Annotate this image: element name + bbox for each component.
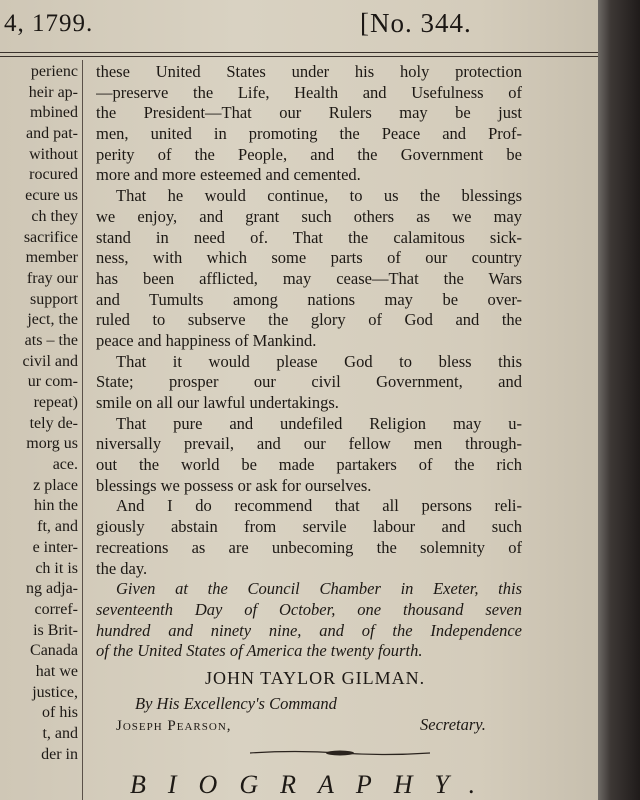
text-line: out the world be made partakers of the rich — [96, 455, 522, 475]
text-line: —preserve the Life, Health and Usefulness of — [96, 82, 522, 102]
text-line: more and more esteemed and cemented. — [96, 165, 361, 185]
text-line: seventeenth Day of October, one thousand seven — [96, 599, 522, 619]
text-line: stand in need of. That the calamitous sick- — [96, 227, 522, 247]
left-column-line: ft, and — [37, 518, 78, 536]
left-column-line: mbined — [30, 104, 78, 122]
left-column-line: and pat- — [26, 125, 78, 143]
text-line: State; prosper our civil Government, and — [96, 372, 522, 392]
left-column-line: tely de- — [29, 414, 78, 432]
left-column-line: morg us — [26, 435, 78, 453]
left-column-line: ject, the — [27, 311, 78, 329]
left-column-line: ace. — [52, 456, 78, 474]
left-column-line: repeat) — [33, 394, 78, 411]
section-heading: BIOGRAPHY. — [130, 770, 498, 799]
left-column-line: support — [30, 290, 78, 308]
text-line: men, united in promoting the Peace and Prof- — [96, 124, 522, 144]
left-column-line: hin the — [34, 497, 78, 515]
left-column-line: justice, — [32, 683, 78, 701]
left-column-line: ur com- — [27, 373, 78, 391]
left-column-line: der in — [41, 745, 78, 763]
text-line: the day. — [96, 558, 148, 578]
header-date: 4, 1799. — [4, 10, 94, 37]
left-column-line: ng adja- — [26, 580, 78, 598]
left-column-line: is Brit- — [33, 621, 78, 639]
page-edge — [598, 0, 640, 800]
left-column-line: corref- — [34, 600, 78, 618]
text-line: That he would continue, to us the blessings — [116, 186, 522, 206]
text-line: hundred and ninety nine, and of the Independence — [96, 620, 522, 640]
page-header — [0, 0, 598, 52]
issue-number: [No. 344. — [360, 8, 472, 38]
left-column-line: ats – the — [24, 331, 78, 349]
left-column-line: e inter- — [32, 538, 78, 556]
left-column-line: rocured — [29, 166, 78, 184]
left-column-line: hat we — [35, 662, 78, 680]
text-line: giously abstain from servile labour and such — [96, 517, 522, 537]
text-line: That it would please God to bless this — [116, 351, 522, 371]
text-line: blessings we possess or ask for ourselves. — [96, 475, 372, 495]
text-line: of the United States of America the twenty fourth. — [96, 641, 423, 661]
text-line: ness, with which some parts of our country — [96, 248, 522, 268]
text-line: And I do recommend that all persons reli- — [116, 496, 522, 516]
text-line: has been afflicted, may cease—That the Wars — [96, 268, 522, 288]
text-line: ruled to subserve the glory of God and the — [96, 310, 522, 330]
left-column-line: ecure us — [25, 187, 78, 205]
text-line: the President—That our Rulers may be just — [96, 103, 522, 123]
left-column — [0, 62, 78, 765]
header-rule — [0, 52, 598, 57]
text-line: smile on all our lawful undertakings. — [96, 393, 339, 412]
text-line: these United States under his holy protection — [96, 62, 522, 81]
text-line: That pure and undefiled Religion may u- — [116, 413, 522, 433]
main-column — [96, 62, 522, 662]
text-line: peace and happiness of Mankind. — [96, 330, 317, 350]
left-column-line: heir ap- — [28, 83, 78, 101]
left-column-line: z place — [33, 476, 78, 494]
text-line: Given at the Council Chamber in Exeter, this — [116, 579, 522, 599]
left-column-line: member — [25, 249, 78, 267]
ornamental-divider — [250, 748, 430, 758]
text-line: perity of the People, and the Government be — [96, 144, 522, 164]
secretary-title: Secretary. — [420, 715, 486, 734]
left-column-line: sacrifice — [23, 228, 78, 246]
text-line: niversally prevail, and our fellow men through- — [96, 434, 522, 454]
left-column-line: ch it is — [35, 559, 78, 577]
left-column-line: t, and — [42, 725, 78, 742]
secretary-name: Joseph Pearson, — [116, 718, 232, 734]
left-column-line: ch they — [31, 207, 78, 225]
left-column-line: without — [29, 145, 78, 163]
by-command-line: By His Excellency's Command — [135, 694, 337, 713]
signature-name: JOHN TAYLOR GILMAN. — [205, 668, 426, 688]
text-line: recreations as are unbecoming the solemnity of — [96, 537, 522, 557]
left-column-line: civil and — [22, 352, 78, 370]
text-line: we enjoy, and grant such others as we may — [96, 206, 522, 226]
text-line: and Tumults among nations may be over- — [96, 289, 522, 309]
left-column-line: fray our — [26, 269, 78, 287]
left-column-line: Canada — [30, 642, 78, 660]
left-column-line: of his — [42, 704, 78, 722]
left-column-line: perienc — [30, 63, 78, 80]
column-rule — [82, 60, 83, 800]
